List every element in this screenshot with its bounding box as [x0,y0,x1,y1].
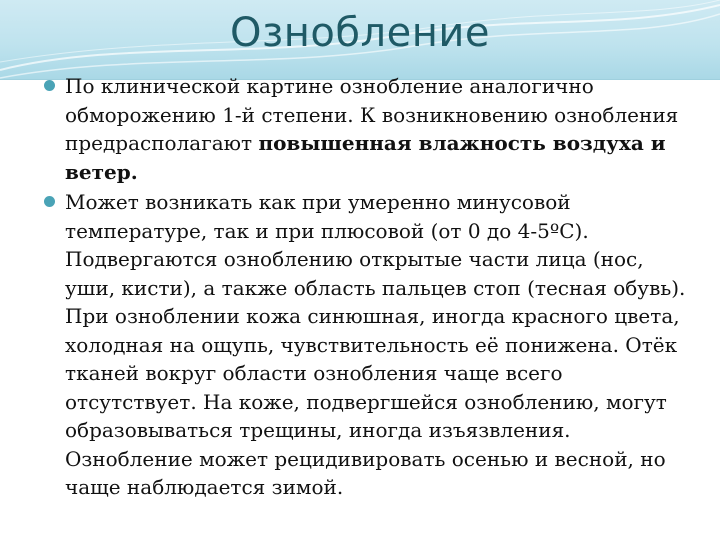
bullet-dot-icon [44,80,55,91]
bullet-dot-icon [44,196,55,207]
bullet-item [44,72,694,186]
bullet-item [44,188,694,502]
bullet-text: Может возникать как при умеренно минусовой температуре, так и при плюсовой (от 0 до 4-5ºС). Подвергаются ознoблению открытые части лица (нос, уши, кисти), а также область пальцев стоп (тесная обувь). При ознoблении кожа синюшная, иногда красного цвета, холодная на ощупь, чувствительность её понижена. Отёк тканей вокруг области ознoбления чаще всего отсутствует. На коже, подвергшейся ознoблению, могут образовываться трещины, иногда изъязвления. Ознoбление может рецидивировать осенью и весной, но чаще наблюдается зимой. [65,190,686,499]
slide-title: Озноблeние [230,10,490,56]
bullet-text-bold: повышенная влажность воздуха и ветер [65,131,666,184]
bullet-text: По клинической картине ознобление аналогично обморожению 1-й степени. К возникновению ознобления предрасполагают [65,74,679,155]
slide-content [44,72,694,504]
bullet-text-end: . [130,159,138,184]
